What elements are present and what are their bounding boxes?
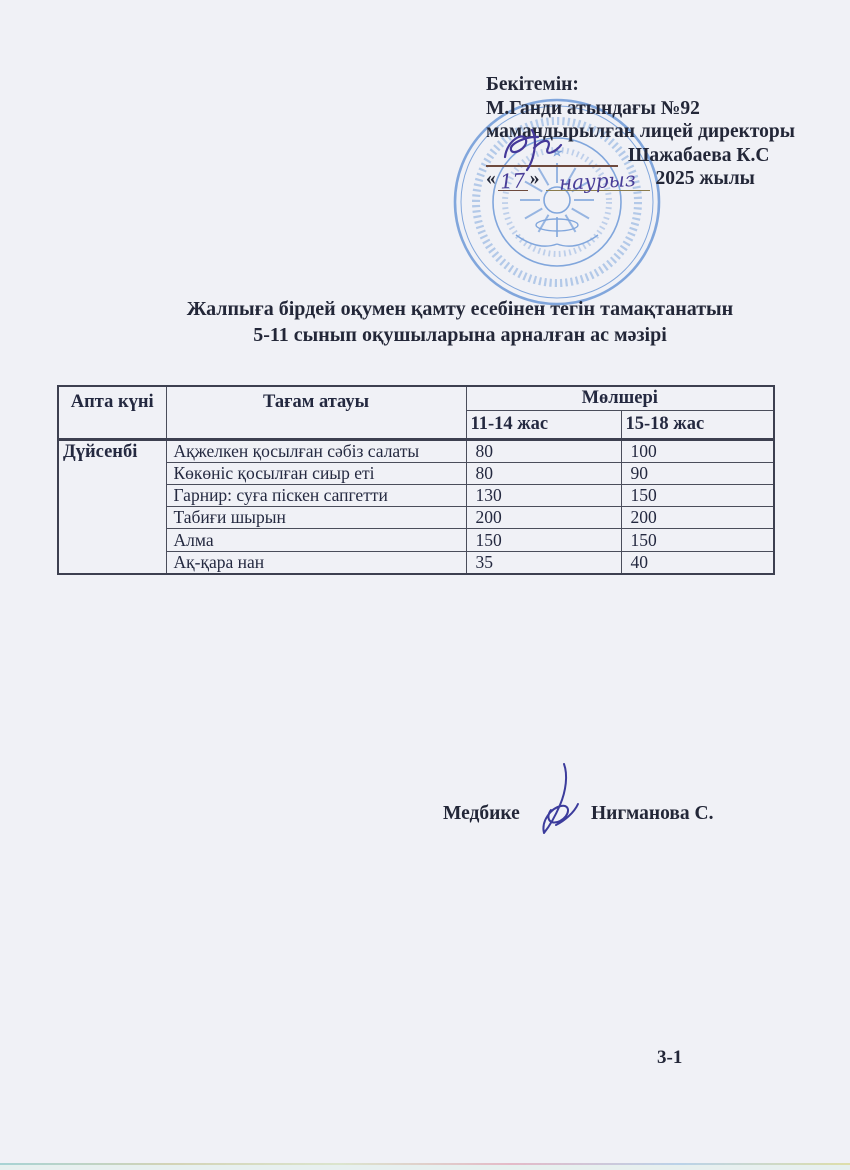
nurse-label: Медбике [443,803,520,824]
org-name-line2: мамандырылған лицей директоры [486,121,796,142]
dish-cell: Ақжелкен қосылған сәбіз салаты [166,439,466,462]
dish-cell: Көкөніс қосылған сиыр еті [166,462,466,484]
dish-cell: Ақ-қара нан [166,551,466,574]
amount-11-14-cell: 35 [466,551,621,574]
approve-label: Бекітемін: [486,74,579,95]
document-title [60,296,850,348]
title-line-1: Жалпыға бірдей оқумен қамту есебінен тегін тамақтанатын [186,298,734,320]
menu-table [57,385,775,575]
table-row [58,484,774,506]
amount-15-18-cell: 40 [621,551,774,574]
org-name-line1: М.Ганди атындағы №92 [486,97,700,119]
col-header-age-11-14: 11-14 жас [466,410,621,439]
amount-11-14-cell: 80 [466,439,621,462]
amount-15-18-cell: 150 [621,529,774,551]
title-line-2: 5-11 сынып оқушыларына арналған ас мәзірі [253,324,667,346]
director-name: Шажабаева К.С [628,144,770,166]
col-header-age-15-18: 15-18 жас [621,410,774,439]
amount-11-14-cell: 200 [466,507,621,529]
nurse-signature-icon [533,760,588,838]
quote-open: « [486,168,496,189]
dish-cell: Алма [166,529,466,551]
director-signature-icon [497,126,592,172]
col-header-dish: Тағам атауы [166,386,466,439]
amount-15-18-cell: 200 [621,507,774,529]
handwritten-month-underline [546,166,650,195]
table-row [58,529,774,551]
date-year: 2025 жылы [655,168,755,189]
col-header-day: Апта күні [58,386,166,439]
day-cell: Дүйсенбі [58,439,166,574]
col-header-amount: Мөлшері [466,386,774,410]
table-row [58,462,774,484]
handwritten-month: наурыз [558,166,637,195]
amount-15-18-cell: 100 [621,439,774,462]
table-row [58,551,774,574]
table-row [58,507,774,529]
handwritten-day-underline [498,167,528,194]
amount-11-14-cell: 150 [466,529,621,551]
quote-close: » [529,168,540,189]
dish-cell: Табиғи шырын [166,507,466,529]
page-number: 3-1 [657,1047,683,1068]
handwritten-day: 17 [499,167,527,194]
amount-11-14-cell: 80 [466,462,621,484]
dish-cell: Гарнир: суға піскен сапгетти [166,484,466,506]
scan-edge-strip [0,1165,850,1170]
table-row [58,439,774,462]
amount-15-18-cell: 150 [621,484,774,506]
nurse-name: Нигманова С. [591,803,714,824]
amount-11-14-cell: 130 [466,484,621,506]
scan-artifact-line [0,1163,850,1165]
table-header-row-1 [58,386,774,410]
amount-15-18-cell: 90 [621,462,774,484]
